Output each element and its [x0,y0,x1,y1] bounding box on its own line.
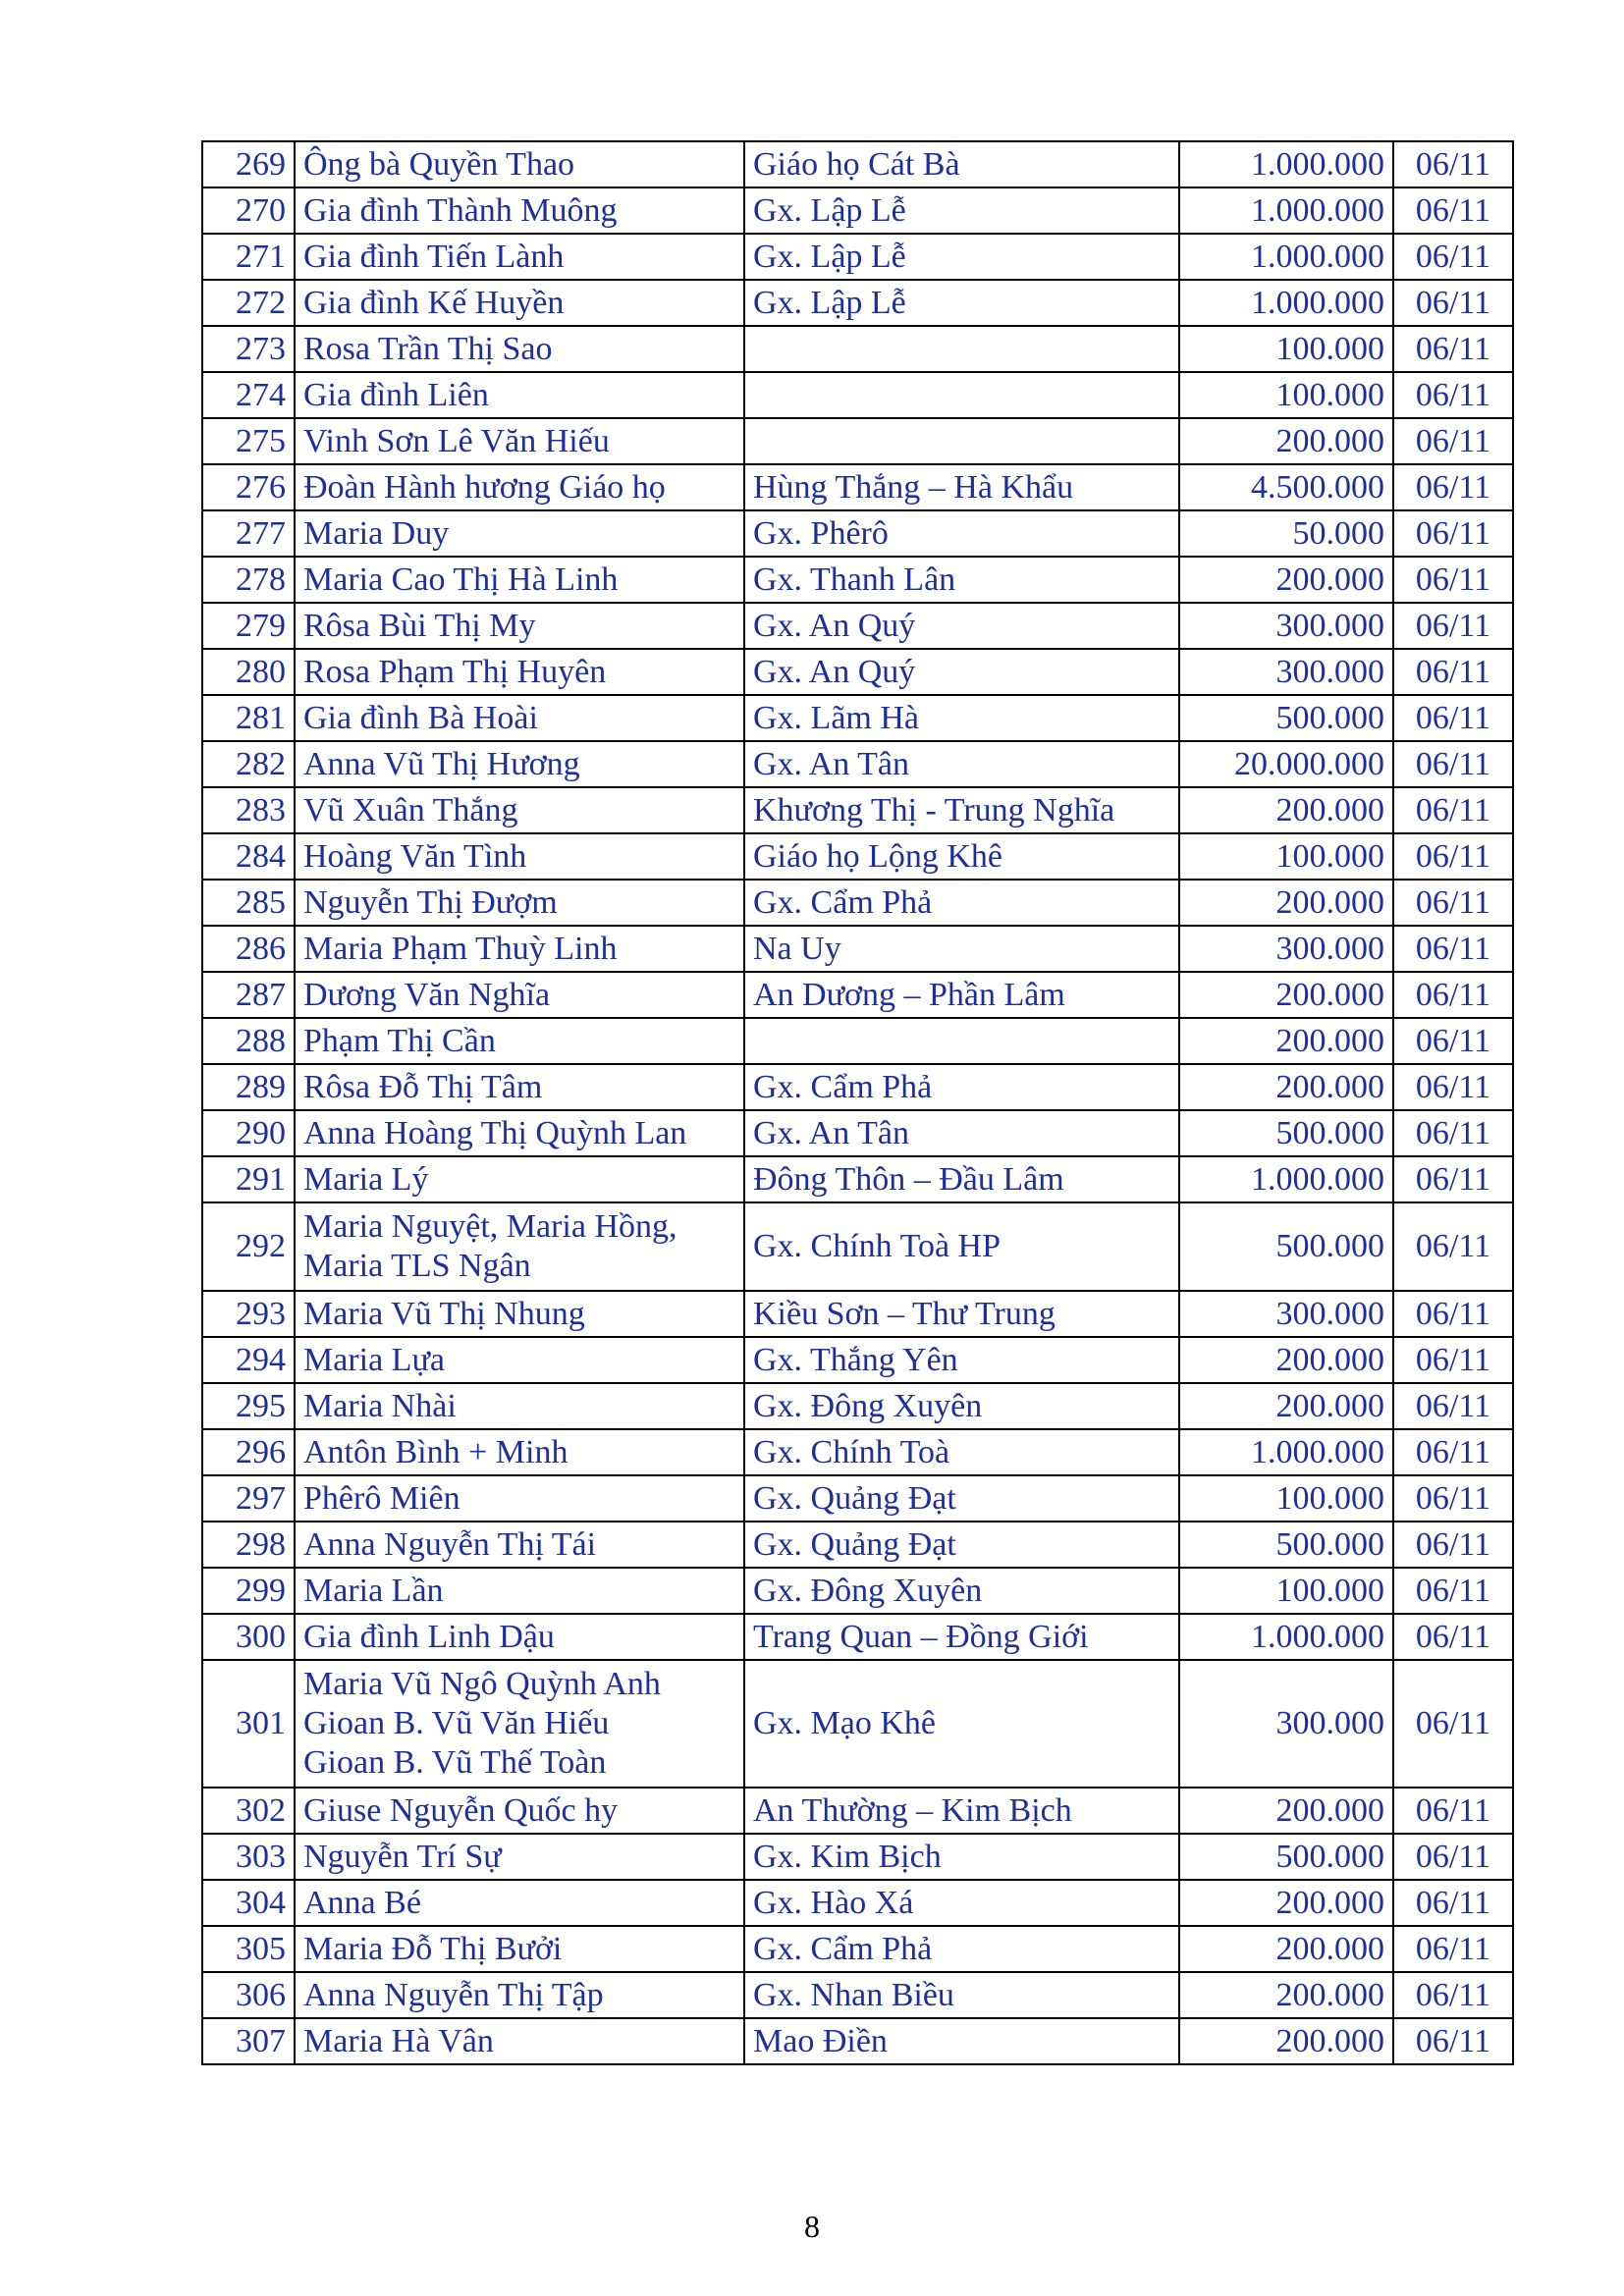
table-row [202,1660,1513,1788]
amount: 100.000 [1179,372,1393,418]
table-row [202,326,1513,372]
table-row [202,418,1513,464]
donor-name: Maria Cao Thị Hà Linh [303,561,619,598]
table-row [202,1110,1513,1156]
amount: 50.000 [1179,510,1393,557]
date: 06/11 [1393,1522,1513,1568]
donation-table [201,140,1514,2065]
table-row [202,1429,1513,1475]
table-row [202,695,1513,741]
donor-name: Nguyễn Thị Đượm [303,883,558,921]
parish: Gx. Đông Xuyên [744,1383,1179,1429]
donor-name-cell [295,557,744,603]
table-row [202,1202,1513,1291]
row-number: 300 [202,1614,295,1660]
parish: Gx. Cẩm Phả [744,1064,1179,1110]
donor-name: Maria Lựa [303,1341,445,1378]
table-row [202,2018,1513,2064]
amount: 1.000.000 [1179,187,1393,234]
table-row [202,1383,1513,1429]
amount: 200.000 [1179,880,1393,926]
table-row [202,141,1513,187]
donation-table-body [202,141,1513,2064]
row-number: 278 [202,557,295,603]
parish: Mao Điền [744,2018,1179,2064]
row-number: 293 [202,1291,295,1337]
row-number: 294 [202,1337,295,1383]
table-row [202,1064,1513,1110]
date: 06/11 [1393,1202,1513,1291]
date: 06/11 [1393,1614,1513,1660]
donor-name: Maria Lý [303,1160,429,1198]
table-row [202,1880,1513,1926]
row-number: 274 [202,372,295,418]
donor-name-cell [295,1110,744,1156]
donor-name-cell [295,1337,744,1383]
parish: Gx. Cẩm Phả [744,1926,1179,1972]
donor-name-cell [295,372,744,418]
donor-name: Maria Đỗ Thị Bưởi [303,1930,563,1967]
row-number: 283 [202,787,295,833]
date: 06/11 [1393,649,1513,695]
donor-name: Phạm Thị Cần [303,1022,496,1059]
amount: 100.000 [1179,1475,1393,1522]
parish [744,1018,1179,1064]
date: 06/11 [1393,326,1513,372]
date: 06/11 [1393,1429,1513,1475]
date: 06/11 [1393,603,1513,649]
date: 06/11 [1393,695,1513,741]
amount: 1.000.000 [1179,280,1393,326]
row-number: 270 [202,187,295,234]
amount: 500.000 [1179,1110,1393,1156]
row-number: 302 [202,1788,295,1834]
amount: 300.000 [1179,603,1393,649]
parish: Gx. Chính Toà [744,1429,1179,1475]
page-number: 8 [804,2209,820,2244]
row-number: 280 [202,649,295,695]
donor-name: Maria Hà Vân [303,2022,494,2059]
parish: Gx. An Quý [744,603,1179,649]
parish: Gx. Hào Xá [744,1880,1179,1926]
date: 06/11 [1393,741,1513,787]
donor-name-cell [295,880,744,926]
parish: Gx. An Quý [744,649,1179,695]
row-number: 306 [202,1972,295,2018]
row-number: 288 [202,1018,295,1064]
row-number: 281 [202,695,295,741]
parish: Đông Thôn – Đầu Lâm [744,1156,1179,1202]
row-number: 279 [202,603,295,649]
table-row [202,787,1513,833]
parish: Gx. Thanh Lân [744,557,1179,603]
table-row [202,649,1513,695]
donor-name-cell [295,187,744,234]
donor-name-cell [295,695,744,741]
date: 06/11 [1393,1064,1513,1110]
donor-name-cell [295,234,744,280]
date: 06/11 [1393,1834,1513,1880]
date: 06/11 [1393,1926,1513,1972]
amount: 500.000 [1179,1834,1393,1880]
amount: 200.000 [1179,1880,1393,1926]
date: 06/11 [1393,1880,1513,1926]
row-number: 297 [202,1475,295,1522]
table-row [202,1156,1513,1202]
donor-name-cell [295,1383,744,1429]
amount: 500.000 [1179,1522,1393,1568]
table-row [202,1291,1513,1337]
donor-name-cell [295,1788,744,1834]
donor-name-cell [295,603,744,649]
donor-name: Rôsa Bùi Thị My [303,607,536,644]
amount: 300.000 [1179,926,1393,972]
donor-name: Phêrô Miên [303,1479,460,1517]
date: 06/11 [1393,880,1513,926]
date: 06/11 [1393,1788,1513,1834]
row-number: 271 [202,234,295,280]
date: 06/11 [1393,510,1513,557]
donor-name-cell [295,1018,744,1064]
row-number: 277 [202,510,295,557]
donor-name: Anna Nguyễn Thị Tập [303,1976,604,2013]
table-row [202,1926,1513,1972]
table-row [202,972,1513,1018]
date: 06/11 [1393,464,1513,510]
amount: 20.000.000 [1179,741,1393,787]
donor-name-cell [295,1568,744,1614]
table-row [202,1834,1513,1880]
row-number: 303 [202,1834,295,1880]
table-row [202,1337,1513,1383]
amount: 200.000 [1179,787,1393,833]
amount: 4.500.000 [1179,464,1393,510]
table-row [202,833,1513,880]
donor-name-cell [295,1291,744,1337]
row-number: 304 [202,1880,295,1926]
donor-name: Maria Vũ Thị Nhung [303,1295,585,1332]
amount: 100.000 [1179,833,1393,880]
table-row [202,464,1513,510]
donor-name-cell [295,649,744,695]
row-number: 284 [202,833,295,880]
date: 06/11 [1393,234,1513,280]
parish: An Thường – Kim Bịch [744,1788,1179,1834]
donor-name-cell [295,418,744,464]
donor-name-cell [295,926,744,972]
date: 06/11 [1393,1475,1513,1522]
donor-name: Rosa Trần Thị Sao [303,330,553,367]
donor-name-cell [295,1880,744,1926]
donor-name: Antôn Bình + Minh [303,1433,568,1470]
table-row [202,1568,1513,1614]
parish: Gx. An Tân [744,741,1179,787]
date: 06/11 [1393,1660,1513,1788]
date: 06/11 [1393,1568,1513,1614]
date: 06/11 [1393,372,1513,418]
table-row [202,557,1513,603]
donor-name: Gia đình Bà Hoài [303,699,538,736]
row-number: 291 [202,1156,295,1202]
parish: Gx. An Tân [744,1110,1179,1156]
parish: Gx. Kim Bịch [744,1834,1179,1880]
donor-name: Gia đình Liên [303,376,489,413]
row-number: 307 [202,2018,295,2064]
parish: Gx. Đông Xuyên [744,1568,1179,1614]
donor-name: Giuse Nguyễn Quốc hy [303,1791,619,1829]
date: 06/11 [1393,280,1513,326]
date: 06/11 [1393,926,1513,972]
donor-name: Maria Lần [303,1572,444,1609]
row-number: 269 [202,141,295,187]
donor-name: Ông bà Quyền Thao [303,145,575,183]
donor-name-cell [295,141,744,187]
date: 06/11 [1393,1110,1513,1156]
donor-name-cell [295,326,744,372]
amount: 100.000 [1179,326,1393,372]
donor-name: Rôsa Đỗ Thị Tâm [303,1068,543,1105]
donor-name: Dương Văn Nghĩa [303,976,551,1013]
parish: Gx. Nhan Biều [744,1972,1179,2018]
amount: 300.000 [1179,1660,1393,1788]
donor-name-cell [295,1064,744,1110]
amount: 1.000.000 [1179,1156,1393,1202]
row-number: 287 [202,972,295,1018]
table-row [202,1972,1513,2018]
amount: 1.000.000 [1179,141,1393,187]
amount: 300.000 [1179,1291,1393,1337]
amount: 200.000 [1179,418,1393,464]
donor-name: Đoàn Hành hương Giáo họ [303,468,666,506]
amount: 200.000 [1179,1972,1393,2018]
parish: Khương Thị - Trung Nghĩa [744,787,1179,833]
row-number: 289 [202,1064,295,1110]
table-row [202,1475,1513,1522]
table-row [202,372,1513,418]
date: 06/11 [1393,141,1513,187]
amount: 1.000.000 [1179,234,1393,280]
donor-name-cell [295,833,744,880]
donor-name: Gia đình Thành Muông [303,191,618,229]
amount: 200.000 [1179,557,1393,603]
donor-name: Nguyễn Trí Sự [303,1838,502,1875]
row-number: 298 [202,1522,295,1568]
table-row [202,1018,1513,1064]
table-row [202,926,1513,972]
donor-name: Maria Vũ Ngô Quỳnh Anh [303,1666,661,1702]
date: 06/11 [1393,787,1513,833]
parish: Giáo họ Cát Bà [744,141,1179,187]
amount: 200.000 [1179,1383,1393,1429]
row-number: 295 [202,1383,295,1429]
parish [744,326,1179,372]
row-number: 272 [202,280,295,326]
donor-name: Gioan B. Vũ Thế Toàn [303,1744,607,1781]
parish: Gx. Lãm Hà [744,695,1179,741]
date: 06/11 [1393,833,1513,880]
parish: Gx. Quảng Đạt [744,1475,1179,1522]
date: 06/11 [1393,1156,1513,1202]
amount: 1.000.000 [1179,1429,1393,1475]
amount: 300.000 [1179,649,1393,695]
row-number: 282 [202,741,295,787]
donor-name: Maria Nhài [303,1387,457,1424]
donor-name-cell [295,1156,744,1202]
date: 06/11 [1393,1337,1513,1383]
parish: Gx. Phêrô [744,510,1179,557]
donor-name-cell [295,2018,744,2064]
donor-name-cell [295,280,744,326]
donor-name: Rosa Phạm Thị Huyên [303,653,607,690]
amount: 200.000 [1179,1926,1393,1972]
date: 06/11 [1393,2018,1513,2064]
donor-name: Anna Bé [303,1884,421,1921]
date: 06/11 [1393,1018,1513,1064]
donor-name: Anna Vũ Thị Hương [303,745,580,782]
date: 06/11 [1393,1291,1513,1337]
row-number: 292 [202,1202,295,1291]
table-row [202,187,1513,234]
row-number: 299 [202,1568,295,1614]
amount: 200.000 [1179,972,1393,1018]
table-row [202,1614,1513,1660]
parish: Trang Quan – Đồng Giới [744,1614,1179,1660]
donor-name-cell [295,1926,744,1972]
row-number: 301 [202,1660,295,1788]
row-number: 275 [202,418,295,464]
parish [744,418,1179,464]
parish: Gx. Thắng Yên [744,1337,1179,1383]
table-row [202,603,1513,649]
donor-name: Maria Phạm Thuỳ Linh [303,930,618,967]
donor-name: Maria Duy [303,514,450,552]
table-row [202,880,1513,926]
row-number: 273 [202,326,295,372]
row-number: 285 [202,880,295,926]
table-row [202,1788,1513,1834]
date: 06/11 [1393,557,1513,603]
date: 06/11 [1393,1972,1513,2018]
donor-name-cell [295,1972,744,2018]
amount: 500.000 [1179,695,1393,741]
donor-name-cell [295,1660,744,1788]
parish: Gx. Cẩm Phả [744,880,1179,926]
donor-name-cell [295,1834,744,1880]
parish: An Dương – Phần Lâm [744,972,1179,1018]
donor-name-cell [295,510,744,557]
donor-name-cell [295,1522,744,1568]
parish: Gx. Lập Lễ [744,234,1179,280]
table-row [202,741,1513,787]
amount: 200.000 [1179,1788,1393,1834]
amount: 200.000 [1179,1337,1393,1383]
date: 06/11 [1393,187,1513,234]
parish: Gx. Lập Lễ [744,187,1179,234]
parish: Giáo họ Lộng Khê [744,833,1179,880]
donor-name: Maria Nguyệt, Maria Hồng, [303,1208,677,1245]
donor-name: Gia đình Linh Dậu [303,1618,555,1655]
amount: 1.000.000 [1179,1614,1393,1660]
amount: 200.000 [1179,1064,1393,1110]
donor-name-cell [295,741,744,787]
date: 06/11 [1393,418,1513,464]
donor-name: Vinh Sơn Lê Văn Hiếu [303,422,610,459]
amount: 200.000 [1179,2018,1393,2064]
donor-name: Anna Nguyễn Thị Tái [303,1525,597,1563]
parish [744,372,1179,418]
table-row [202,510,1513,557]
date: 06/11 [1393,1383,1513,1429]
parish: Gx. Quảng Đạt [744,1522,1179,1568]
donor-name-cell [295,1429,744,1475]
donor-name: Vũ Xuân Thắng [303,791,518,828]
donor-name: Gioan B. Vũ Văn Hiếu [303,1705,610,1741]
row-number: 296 [202,1429,295,1475]
donor-name-cell [295,787,744,833]
row-number: 276 [202,464,295,510]
parish: Gx. Chính Toà HP [744,1202,1179,1291]
donor-name-cell [295,1202,744,1291]
donor-name-cell [295,1614,744,1660]
parish: Gx. Mạo Khê [744,1660,1179,1788]
table-row [202,234,1513,280]
row-number: 290 [202,1110,295,1156]
amount: 200.000 [1179,1018,1393,1064]
table-row [202,280,1513,326]
table-row [202,1522,1513,1568]
donor-name: Maria TLS Ngân [303,1248,531,1284]
donor-name: Gia đình Tiến Lành [303,238,565,275]
parish: Hùng Thắng – Hà Khẩu [744,464,1179,510]
parish: Na Uy [744,926,1179,972]
parish: Gx. Lập Lễ [744,280,1179,326]
donor-name: Gia đình Kế Huyền [303,284,565,321]
date: 06/11 [1393,972,1513,1018]
row-number: 286 [202,926,295,972]
parish: Kiều Sơn – Thư Trung [744,1291,1179,1337]
row-number: 305 [202,1926,295,1972]
donor-name: Anna Hoàng Thị Quỳnh Lan [303,1114,687,1151]
donor-name: Hoàng Văn Tình [303,837,527,875]
donor-name-cell [295,464,744,510]
amount: 100.000 [1179,1568,1393,1614]
amount: 500.000 [1179,1202,1393,1291]
donor-name-cell [295,1475,744,1522]
donor-name-cell [295,972,744,1018]
